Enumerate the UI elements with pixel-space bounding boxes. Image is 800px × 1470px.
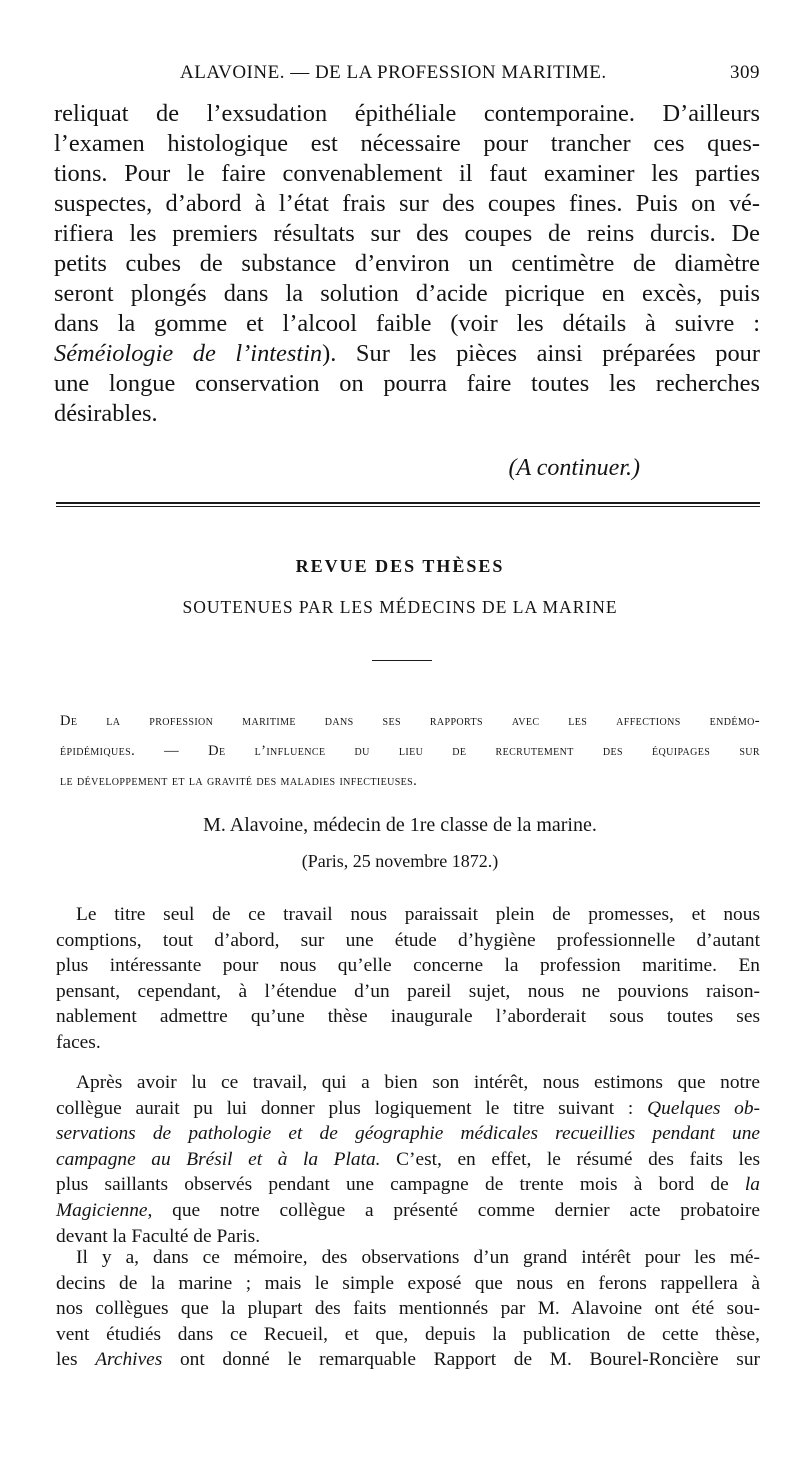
text-line: comptions, tout d’abord, sur une étude d’hygiène professionnelle d’autant xyxy=(56,929,760,951)
text-line: reliquat de l’exsudation épithéliale contemporaine. D’ailleurs xyxy=(54,100,760,127)
text-line: nablement admettre qu’une thèse inaugurale l’aborderait sous toutes ses xyxy=(56,1006,760,1028)
short-divider xyxy=(372,660,432,661)
review-paragraph xyxy=(56,1245,760,1373)
to-be-continued: (A continuer.) xyxy=(508,455,640,481)
cited-title: Séméiologie de l’intestin xyxy=(54,340,323,367)
text-line: decins de la marine ; mais le simple exposé que nous en ferons rappellera à xyxy=(56,1272,760,1294)
text-line: tions. Pour le faire convenablement il faut examiner les parties xyxy=(54,160,760,187)
text-line: petits cubes de substance d’environ un centimètre de diamètre xyxy=(54,250,760,277)
text-line: une longue conservation on pourra faire toutes les recherches xyxy=(54,370,760,397)
text-line: l’examen histologique est nécessaire pour trancher ces ques- xyxy=(54,130,760,157)
journal-name: Archives xyxy=(95,1349,163,1371)
text-line: Le titre seul de ce travail nous paraissait plein de promesses, et nous xyxy=(76,904,760,925)
text-line: campagne au Brésil et à la Plata. C’est, en effet, le résumé des faits les xyxy=(56,1148,760,1170)
text-line: suspectes, d’abord à l’état frais sur des coupes fines. Puis on vé- xyxy=(54,190,760,217)
review-paragraph xyxy=(56,1070,760,1249)
text-line: Après avoir lu ce travail, qui a bien son intérêt, nous estimons que notre xyxy=(76,1072,760,1093)
section-subtitle: SOUTENUES PAR LES MÉDECINS DE LA MARINE xyxy=(182,597,618,617)
page-number: 309 xyxy=(730,62,760,83)
section-divider xyxy=(56,502,760,504)
continued-paragraph xyxy=(54,99,760,429)
text-line: seront plongés dans la solution d’acide picrique en excès, puis xyxy=(54,280,760,307)
section-title: REVUE DES THÈSES xyxy=(295,556,505,576)
thesis-title xyxy=(60,706,760,796)
thesis-title-line: le développement et la gravité des maladies infectieuses. xyxy=(60,773,418,789)
text-line: rifiera les premiers résultats sur des coupes de reins durcis. De xyxy=(54,220,760,247)
proposed-title: servations de pathologie et de géographie médicales recueillies pendant une xyxy=(56,1123,760,1145)
text-line: les Archives ont donné le remarquable Rapport de M. Bourel-Roncière sur xyxy=(56,1349,761,1371)
text-line: vent étudiés dans ce Recueil, et que, depuis la publication de cette thèse, xyxy=(56,1323,760,1345)
text-line: nos collègues que la plupart des faits mentionnés par M. Alavoine ont été sou- xyxy=(56,1298,760,1320)
text-line: faces. xyxy=(56,1031,101,1053)
section-divider-thin xyxy=(56,506,760,507)
ship-name: la xyxy=(744,1174,760,1196)
thesis-author: M. Alavoine, médecin de 1re classe de la marine. xyxy=(203,814,597,836)
text-line: collègue aurait pu lui donner plus logiquement le titre suivant : Quelques ob- xyxy=(56,1097,761,1119)
proposed-title: campagne au Brésil et à la Plata. xyxy=(56,1148,381,1170)
text-line: Séméiologie de l’intestin). Sur les pièces ainsi préparées pour xyxy=(54,340,760,367)
thesis-dateline: (Paris, 25 novembre 1872.) xyxy=(301,851,499,871)
text-line: désirables. xyxy=(54,400,158,427)
review-paragraph xyxy=(56,902,760,1056)
thesis-title-line: épidémiques. — De l’influence du lieu de recrutement des équipages sur xyxy=(60,743,760,759)
text-line: pensant, cependant, à l’étendue d’un pareil sujet, nous ne pouvions raison- xyxy=(56,980,760,1002)
proposed-title: Quelques ob- xyxy=(647,1097,761,1119)
text-line: dans la gomme et l’alcool faible (voir les détails à suivre : xyxy=(54,310,760,337)
running-head xyxy=(54,62,760,92)
text-line: plus saillants observés pendant une campagne de trente mois à bord de la xyxy=(56,1174,760,1196)
text-line: plus intéressante pour nous qu’elle concerne la profession maritime. En xyxy=(56,955,760,977)
text-line: Magicienne, que notre collègue a présenté comme dernier acte probatoire xyxy=(56,1199,760,1221)
text-line: devant la Faculté de Paris. xyxy=(56,1225,261,1247)
text-line xyxy=(56,1121,760,1147)
thesis-title-line: De la profession maritime dans ses rapports avec les affections endémo- xyxy=(60,713,760,729)
running-title: ALAVOINE. — DE LA PROFESSION MARITIME. xyxy=(180,62,607,83)
text-line: Il y a, dans ce mémoire, des observations d’un grand intérêt pour les mé- xyxy=(76,1247,760,1268)
ship-name: Magicienne xyxy=(56,1199,148,1221)
